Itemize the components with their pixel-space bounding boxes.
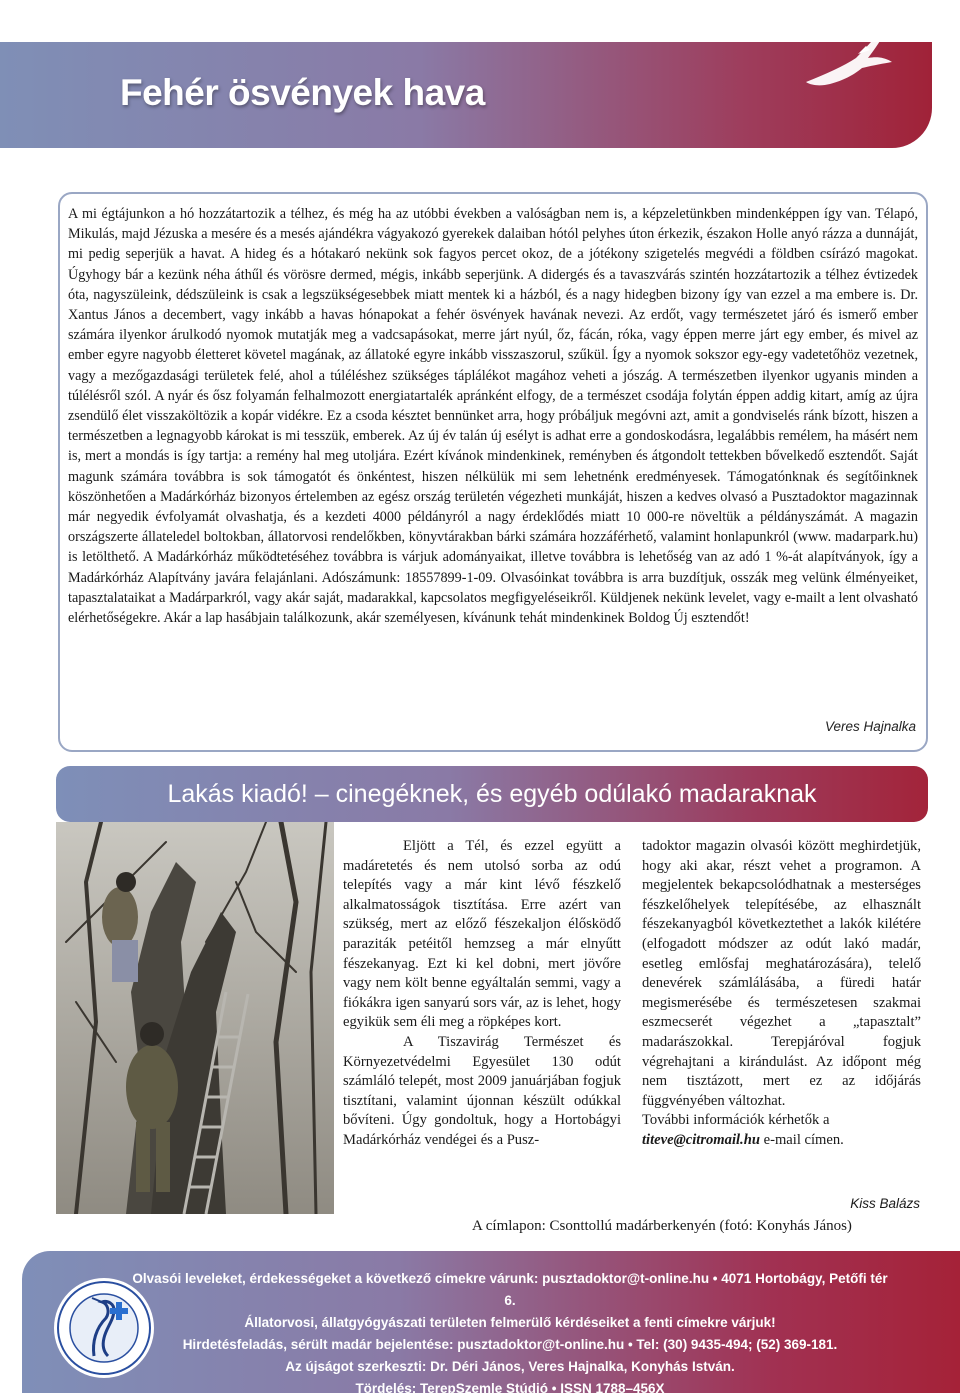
section-title: Lakás kiadó! – cinegéknek, és egyéb odúlakó madaraknak	[167, 780, 817, 808]
footer-line: Olvasói leveleket, érdekességeket a következő címekre várunk: pusztadoktor@t-online.hu • 4071 Hortobágy, Petőfi tér 6.	[132, 1271, 888, 1308]
article-column-right	[642, 837, 921, 1151]
footer-line: Tördelés: TerepSzemle Stúdió • ISSN 1788–456X	[355, 1381, 665, 1396]
contact-paragraph	[642, 1111, 921, 1150]
article-column-middle	[343, 837, 621, 1151]
column-paragraph: tadoktor magazin olvasói között meghirdetjük, hogy aki akar, részt vehet a programon. A megjelentek bekapcsolódhatnak a mesterséges fészkelőhelyek telepítésébe, az elhasznált fészekanyagból következtethet a lakók kilétére (elfogadott módszer az odút lakó madár, esetleg emlősfaj meghatározására), telelő denevérek számlálásába, a füredi határ megismerésébe és természetesen szakmai eszmecserét végezhet a „tapasztalt” madarászokkal. Terepjáróval fogjuk végrehajtani a kirándulást. Az időpont még nem tisztázott, mert ez az időjárás függvényében változhat.	[642, 838, 921, 1109]
footer-contact-info	[130, 1268, 890, 1400]
column-paragraph: Eljött a Tél, és ezzel együtt a madáretetés és nem utolsó sorba az odú telepítés vagy a már kint lévő fészkelő alkalmatosságok tisztítása. Erre azért van szükség, mert az előző fészekaljon élősködő paraziták petéitől hemzseg a már elnyűtt fészekanyag. Ezt ki kel dobni, mert jövőre vagy nem költ benne egyáltalán semmi, vagy a fiókákra igen sanyarú sors vár, az is lehet, hogy egyikük sem éli meg a röpképes kort.	[343, 838, 621, 1031]
section-signature: Kiss Balázs	[850, 1196, 920, 1211]
article-paragraph: A mi égtájunkon a hó hozzátartozik a télhez, és még ha az utóbbi években a valóságban nem is, a képzeletünkben mindenképpen így van. Télapó, Mikulás, majd Jézuska a mesére és a mesés ajándékra vágyakozó gyerekek dalaiban hótól pelyhes úton érkezik, északon Holle anyó rázza a dunnáját, mi pedig seperjük a havat. A hideg és a hótakaró nekünk sok fagyos percet okoz, de a jótékony szigetelés megvédi a földben csírázó magokat. Úgyhogy bár a kezünk néha áthűl és vörösre dermed, mégis, inkább seperjünk. A didergés és a tavaszvárás szintén hozzátartozik a télhez évtizedek óta, nagyszüleink, dédszüleink is csak a legszükségesebbek miatt mentek ki a házból, és a nagy hidegben bizony így van ezzel a ma embere is. Dr. Xantus János a decembert, vagy inkább a havas hónapokat a fehér ösvények havának nevezi. Az erdőt, vagy természetet járó és ismerő ember számára ilyenkor árulkodó nyomok mutatják meg a vadcsapásokat, merre járt nyúl, őz, fácán, róka, vagy éppen merre járt egy ember, és mivel az ember egyre nagyobb életteret követel magának, az állatoké egyre inkább visszaszorul, szűkül. Így a nyomok sokszor egy-egy vadetetőhöz vezetnek, vagy a mezőgazdasági területek felé, ahol a túléléshez szükséges táplálékot magához veheti a jószág. A természetben ilyenkor ugyanis minden a túlélésről szól. A nyár és ősz folyamán felhalmozott energiatartalék apránként elfogy, de a természet csodája folytán éppen addig kitart, amíg az újra zsendülő élet visszaköltözik a kopár vidékre. Ez a csoda késztet bennünket arra, hogy próbáljuk megóvni azt, amit a gondviselés ránk bízott, hiszen a természetben a legnagyobb károkat is mi tesszük, emberek. Az új év talán új esélyt is adhat erre a gondoskodásra, legalábbis remélem, ha másért nem is, mert a mondás is így tartja: a remény hal meg utoljára. Ezért kívánok mindenkinek, reményben és átgondolt tettekben bővelkedő esztendőt. Saját magunk számára továbbra is sok támogatót és önkéntest, hiszen nélkülük mi sem lehetnénk eredményesek. Támogatónknak és segítőinknek köszönhetően a Madárkórház bizonyos értelemben az egész ország területén végezheti munkáját, hiszen a kedves olvasó a Pusztadoktor magazinnak már negyedik évfolyamát olvashatja, és a kezdeti 4000 példányról a nagy érdeklődés miatt 10 000-re növeltük a példányszámát. A magazin országszerte állateledel boltokban, állatorvosi rendelőkben, könyvtárakban bárki számára hozzáférhető, valamint honlapunkról (www. madarpark.hu) is letölthető. A Madárkórház működtetéséhez továbbra is várjuk adományaikat, illetve továbbra is lehetőség van az adó 1 %-át alapítványok, így a Madárkórház Alapítvány javára felajánlani. Adószámunk: 18557899-1-09. Olvasóinkat továbbra is arra buzdítjuk, osszák meg velünk élményeiket, tapasztalataikat a Madárparkról, vagy akár saját, madarakkal, kapcsolatos megfigyeléseikről. Küldjenek nekünk levelet, vagy e-mailt a lent olvasható elérhetőségekre. Akár a lap hasábjain találkozunk, akár személyesen, kívánunk tehát mindenkinek Boldog Új esztendőt!	[68, 206, 918, 627]
column-paragraph: A Tiszavirág Természet és Környezetvédelmi Egyesület 130 odút számláló telepét, most 2009 januárjában fogjuk tisztítani, valamint újonnan készült odúkkal bővíteni. Úgy gondoltuk, hogy a Hortobágyi Madárkórház vendégei és a Pusz-	[343, 1033, 621, 1148]
cover-caption: A címlapon: Csonttollú madárberkenyén (fotó: Konyhás János)	[472, 1218, 852, 1234]
footer-line: Állatorvosi, állatgyógyászati területen felmerülő kérdéseiket a fenti címekre várjuk!	[244, 1315, 776, 1330]
section-banner	[56, 766, 928, 822]
footer-line: Az újságot szerkeszti: Dr. Déri János, Veres Hajnalka, Konyhás István.	[285, 1359, 735, 1374]
article-signature: Veres Hajnalka	[824, 719, 916, 734]
page-title: Fehér ösvények hava	[120, 72, 485, 113]
article-body	[68, 204, 918, 628]
eagle-icon	[800, 8, 900, 98]
email-suffix: e-mail címen.	[759, 1131, 844, 1148]
email-link[interactable]: titeve@citromail.hu	[642, 1131, 760, 1148]
tree-photo-illustration	[56, 822, 334, 1214]
photo-tree-climbers	[56, 822, 334, 1214]
contact-intro: További információk kérhetők a	[642, 1112, 830, 1129]
footer-line: Hirdetésfeladás, sérült madár bejelentése: pusztadoktor@t-online.hu • Tel: (30) 9435-494; (52) 369-181.	[182, 1337, 838, 1352]
